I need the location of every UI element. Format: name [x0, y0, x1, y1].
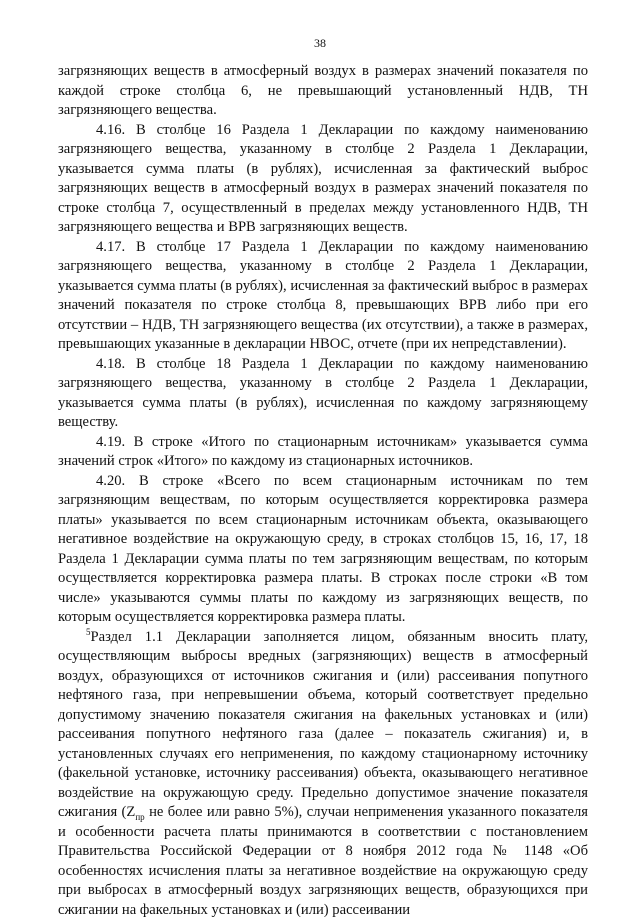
footnote-marker: 5 — [86, 627, 91, 637]
paragraph-4-19: 4.19. В строке «Итого по стационарным источникам» указывается сумма значений строк «Итого» по каждому из стационарных источников. — [58, 433, 588, 472]
paragraph-section-1-1 — [58, 628, 588, 920]
paragraph-4-20: 4.20. В строке «Всего по всем стационарным источникам по тем загрязняющим веществам, по которым осуществляется корректировка размера платы» указывается по всем стационарным источникам объекта, оказывающего негативное воздействие на окружающую среду, в строках столбцов 15, 16, 17, 18 Раздела 1 Декларации сумма платы по тем загрязняющим веществам, по которым осуществляется корректировка размера платы. В строках после строки «В том числе» указываются суммы платы по каждому из загрязняющих веществ, по которым осуществляется корректировка размера платы. — [58, 472, 588, 628]
document-body — [58, 62, 588, 920]
paragraph-4-18: 4.18. В столбце 18 Раздела 1 Декларации по каждому наименованию загрязняющего вещества, указанному в столбце 2 Раздела 1 Декларации, указывается сумма платы (в рублях), исчисленная по каждому загрязняющему веществу. — [58, 355, 588, 433]
paragraph-4-17: 4.17. В столбце 17 Раздела 1 Декларации по каждому наименованию загрязняющего вещества, указанному в столбце 2 Раздела 1 Декларации, указывается сумма платы (в рублях), исчисленная за фактический выброс в размерах значений показателя по строке столбца 8, превышающих ВРВ либо при его отсутствии – НДВ, ТН загрязняющего вещества (их отсутствии), а также в размерах, превышающих указанные в декларации НВОС, отчете (при их непредставлении). — [58, 238, 588, 355]
page-number: 38 — [0, 36, 640, 51]
paragraph-continuation: загрязняющих веществ в атмосферный воздух в размерах значений показателя по каждой строке столбца 6, не превышающий установленный НДВ, ТН загрязняющего вещества. — [58, 62, 588, 121]
paragraph-4-16: 4.16. В столбце 16 Раздела 1 Декларации по каждому наименованию загрязняющего вещества, указанному в столбце 2 Раздела 1 Декларации, указывается сумма платы (в рублях), исчисленная за фактический выброс загрязняющих веществ в атмосферный воздух в размерах значений показателя по строке столбца 7, осуществленный в пределах между установленного НДВ, ТН загрязняющего вещества и ВРВ загрязняющих веществ. — [58, 121, 588, 238]
z-subscript: пр — [135, 812, 144, 822]
section-1-1-text-part-2: не более или равно 5%), случаи неприменения указанного показателя и особенности расчета платы принимаются в соответствии с постановлением Правительства Российской Федерации от 8 ноября 2012 года № 1148 «Об особенностях исчисления платы за негативное воздействие на окружающую среду при выбросах в атмосферный воздух загрязняющих веществ, образующихся при сжигании на факельных установках и (или) рассеивании — [58, 804, 588, 918]
section-1-1-text-part-1: Раздел 1.1 Декларации заполняется лицом, обязанным вносить плату, осуществляющим выбросы вредных (загрязняющих) веществ в атмосферный воздух, образующихся от источников сжигания и (или) рассеивания попутного нефтяного газа, при непревышении объема, который соответствует предельно допустимому значению показателя сжигания на факельных установках и (или) рассеивания попутного нефтяного газа (далее – показатель сжигания) и, в установленных случаях его неприменения, по каждому стационарному источнику (факельной установке, источнику рассеивания) объекта, оказывающего негативное воздействие на окружающую среду. Предельно допустимое значение показателя сжигания (Z — [58, 629, 588, 821]
